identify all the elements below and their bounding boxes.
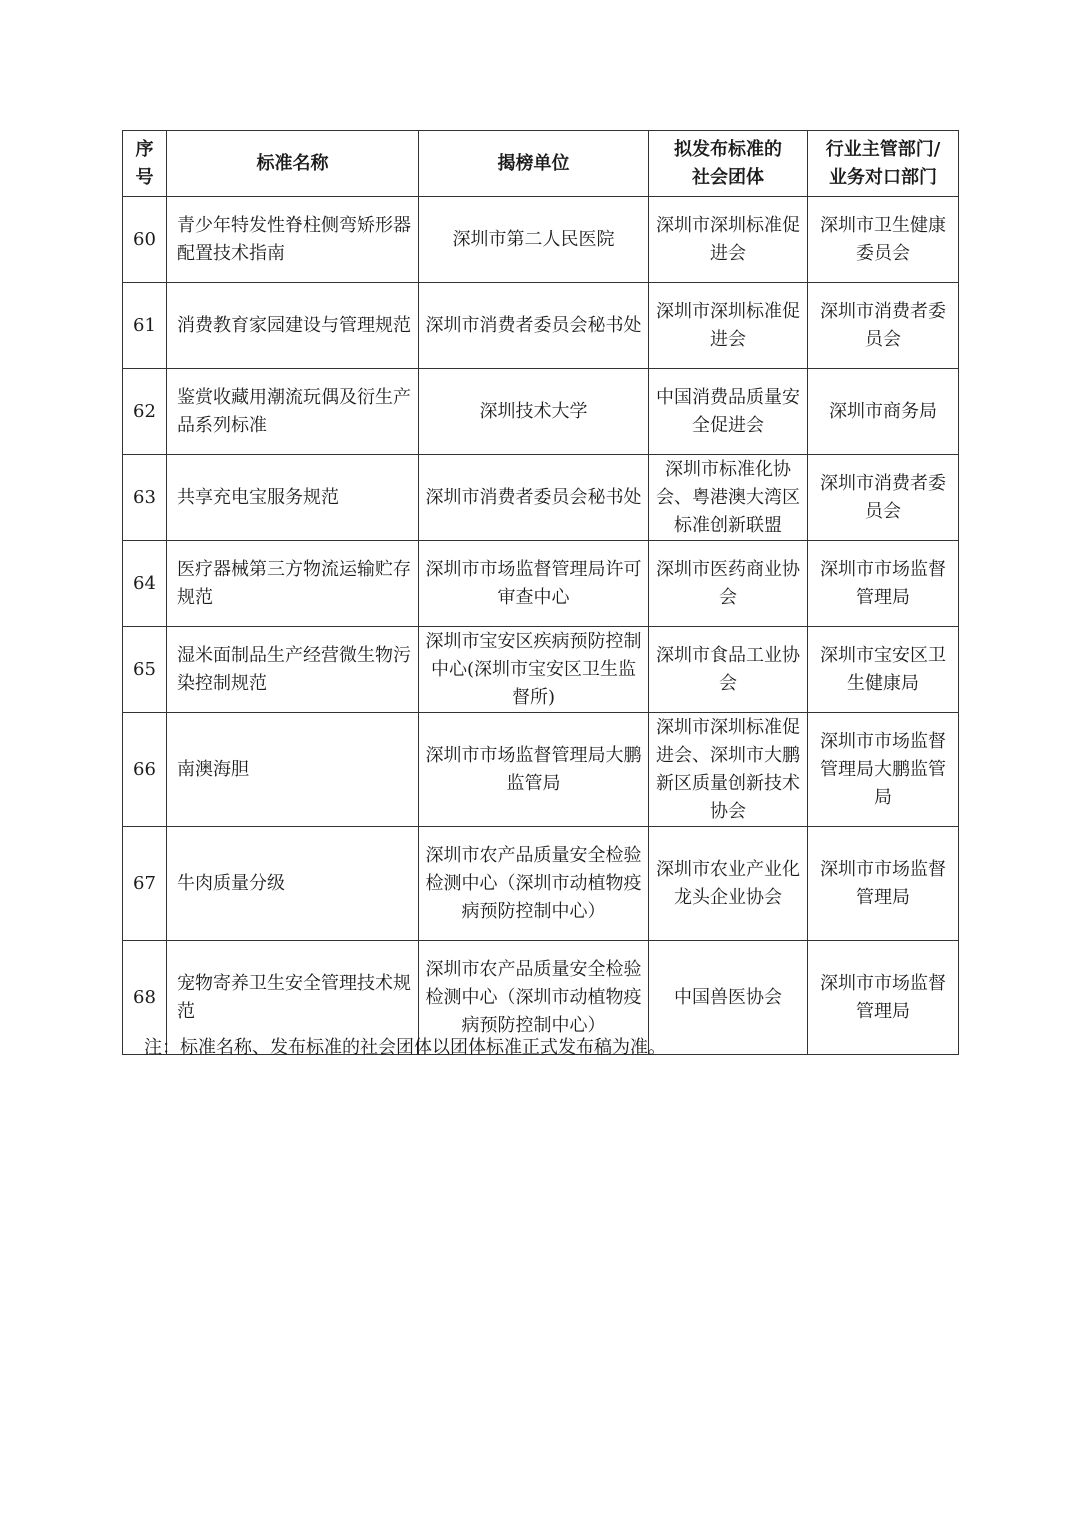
footnote: 注：标准名称、发布标准的社会团体以团体标准正式发布稿为准。	[144, 1037, 666, 1058]
cell-name: 鉴赏收藏用潮流玩偶及衍生产品系列标准	[167, 369, 419, 455]
cell-name: 南澳海胆	[167, 713, 419, 827]
cell-no: 68	[123, 941, 167, 1055]
cell-org: 深圳市深圳标准促进会	[649, 197, 808, 283]
cell-org: 中国消费品质量安全促进会	[649, 369, 808, 455]
cell-unit: 深圳市宝安区疾病预防控制中心(深圳市宝安区卫生监督所)	[419, 627, 649, 713]
table-row	[123, 827, 959, 941]
cell-org: 中国兽医协会	[649, 941, 808, 1055]
table-row	[123, 627, 959, 713]
cell-no: 63	[123, 455, 167, 541]
cell-name: 宠物寄养卫生安全管理技术规范	[167, 941, 419, 1055]
header-no: 序 号	[123, 131, 167, 197]
cell-org: 深圳市深圳标准促进会	[649, 283, 808, 369]
cell-no: 64	[123, 541, 167, 627]
cell-no: 65	[123, 627, 167, 713]
cell-org: 深圳市农业产业化龙头企业协会	[649, 827, 808, 941]
header-name: 标准名称	[167, 131, 419, 197]
cell-unit: 深圳市市场监督管理局许可审查中心	[419, 541, 649, 627]
header-org: 拟发布标准的 社会团体	[649, 131, 808, 197]
cell-no: 67	[123, 827, 167, 941]
cell-no: 60	[123, 197, 167, 283]
table-row	[123, 713, 959, 827]
cell-name: 湿米面制品生产经营微生物污染控制规范	[167, 627, 419, 713]
cell-dept: 深圳市市场监督管理局大鹏监管局	[808, 713, 959, 827]
header-dept: 行业主管部门/ 业务对口部门	[808, 131, 959, 197]
cell-unit: 深圳市农产品质量安全检验检测中心（深圳市动植物疫病预防控制中心）	[419, 941, 649, 1055]
table-row	[123, 369, 959, 455]
table-row	[123, 541, 959, 627]
cell-dept: 深圳市市场监督管理局	[808, 541, 959, 627]
table-row	[123, 455, 959, 541]
cell-dept: 深圳市卫生健康委员会	[808, 197, 959, 283]
cell-dept: 深圳市市场监督管理局	[808, 941, 959, 1055]
cell-name: 消费教育家园建设与管理规范	[167, 283, 419, 369]
cell-unit: 深圳技术大学	[419, 369, 649, 455]
cell-org: 深圳市深圳标准促进会、深圳市大鹏新区质量创新技术协会	[649, 713, 808, 827]
table-row	[123, 283, 959, 369]
cell-no: 66	[123, 713, 167, 827]
standards-table	[122, 130, 959, 1055]
cell-unit: 深圳市市场监督管理局大鹏监管局	[419, 713, 649, 827]
cell-name: 共享充电宝服务规范	[167, 455, 419, 541]
cell-no: 62	[123, 369, 167, 455]
header-unit: 揭榜单位	[419, 131, 649, 197]
cell-org: 深圳市食品工业协会	[649, 627, 808, 713]
cell-unit: 深圳市第二人民医院	[419, 197, 649, 283]
cell-org: 深圳市医药商业协会	[649, 541, 808, 627]
cell-dept: 深圳市宝安区卫生健康局	[808, 627, 959, 713]
cell-name: 医疗器械第三方物流运输贮存规范	[167, 541, 419, 627]
cell-name: 牛肉质量分级	[167, 827, 419, 941]
table-header-row	[123, 131, 959, 197]
cell-name: 青少年特发性脊柱侧弯矫形器配置技术指南	[167, 197, 419, 283]
cell-org: 深圳市标准化协会、粤港澳大湾区标准创新联盟	[649, 455, 808, 541]
cell-dept: 深圳市商务局	[808, 369, 959, 455]
cell-unit: 深圳市农产品质量安全检验检测中心（深圳市动植物疫病预防控制中心）	[419, 827, 649, 941]
cell-dept: 深圳市消费者委员会	[808, 283, 959, 369]
cell-dept: 深圳市消费者委员会	[808, 455, 959, 541]
cell-unit: 深圳市消费者委员会秘书处	[419, 283, 649, 369]
cell-dept: 深圳市市场监督管理局	[808, 827, 959, 941]
cell-unit: 深圳市消费者委员会秘书处	[419, 455, 649, 541]
cell-no: 61	[123, 283, 167, 369]
table-body	[123, 197, 959, 1055]
table-row	[123, 197, 959, 283]
